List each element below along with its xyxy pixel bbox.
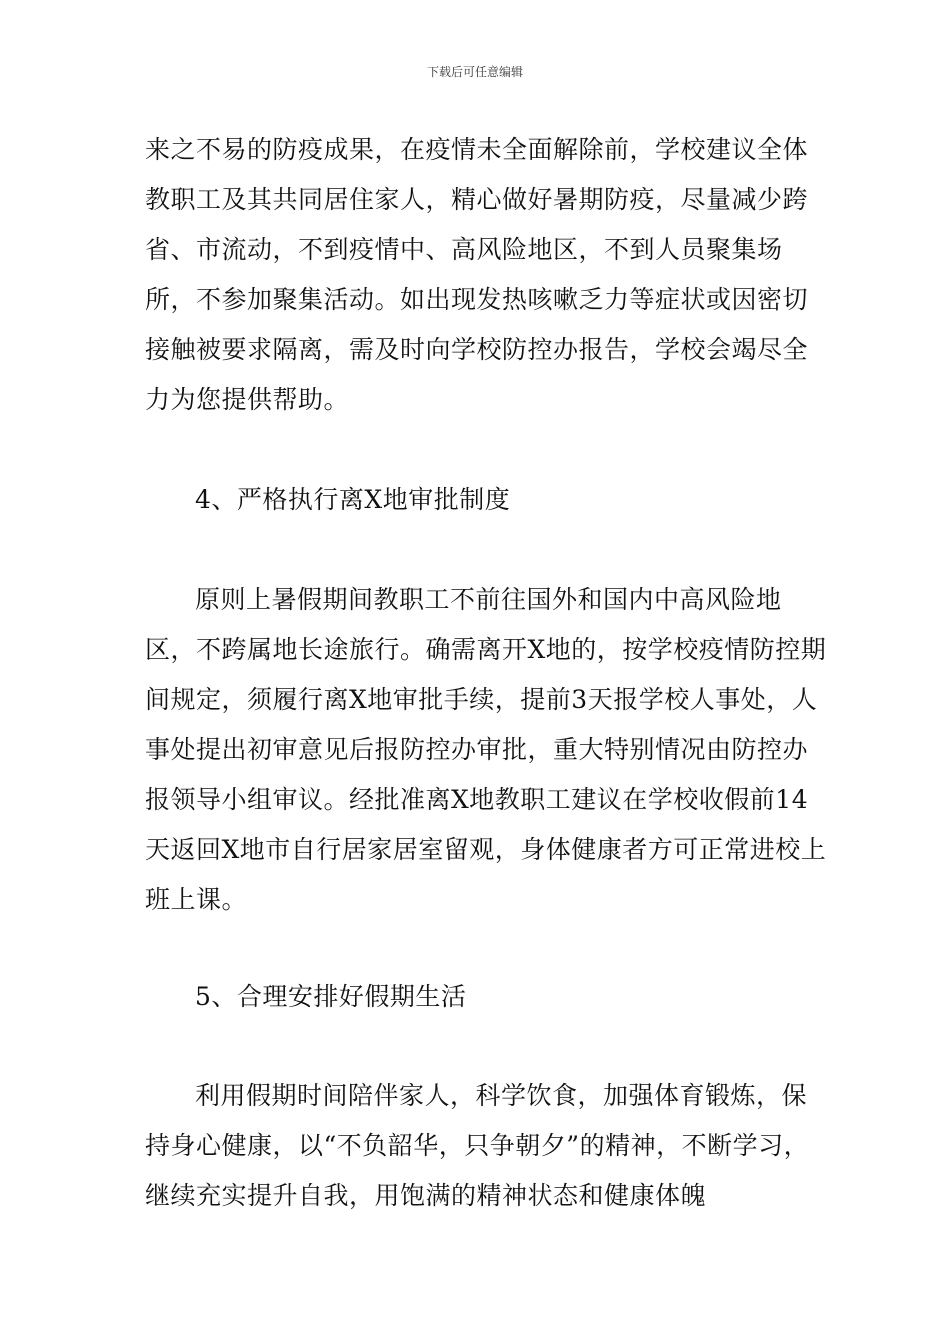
paragraph-epidemic-prevention xyxy=(145,125,830,425)
paragraph-text: 原则上暑假期间教职工不前往国外和国内中高风险地区，不跨属地长途旅行。确需离开X地的，按学校疫情防控期间规定，须履行离X地审批手续，提前3天报学校人事处，人事处提出初审意见后报防控办审批，重大特别情况由防控办报领导小组审议。经批准离X地教职工建议在学校收假前14天返回X地市自行居家居室留观，身体健康者方可正常进校上班上课。 xyxy=(145,585,827,914)
page-header-note: 下载后可任意编辑 xyxy=(426,65,523,79)
section-heading-4 xyxy=(145,475,830,525)
heading-text: 4、严格执行离X地审批制度 xyxy=(195,485,511,514)
paragraph-holiday-life xyxy=(145,1071,830,1221)
paragraph-text: 利用假期时间陪伴家人，科学饮食，加强体育锻炼，保持身心健康，以“不负韶华，只争朝夕”的精神，不断学习，继续充实提升自我，用饱满的精神状态和健康体魄 xyxy=(145,1081,810,1210)
heading-text: 5、合理安排好假期生活 xyxy=(195,982,467,1011)
paragraph-text: 来之不易的防疫成果，在疫情未全面解除前，学校建议全体教职工及其共同居住家人，精心做好暑期防疫，尽量减少跨省、市流动，不到疫情中、高风险地区，不到人员聚集场所，不参加聚集活动。如出现发热咳嗽乏力等症状或因密切接触被要求隔离，需及时向学校防控办报告，学校会竭尽全力为您提供帮助。 xyxy=(145,135,809,414)
paragraph-leave-approval xyxy=(145,575,830,925)
section-heading-5 xyxy=(145,972,830,1022)
